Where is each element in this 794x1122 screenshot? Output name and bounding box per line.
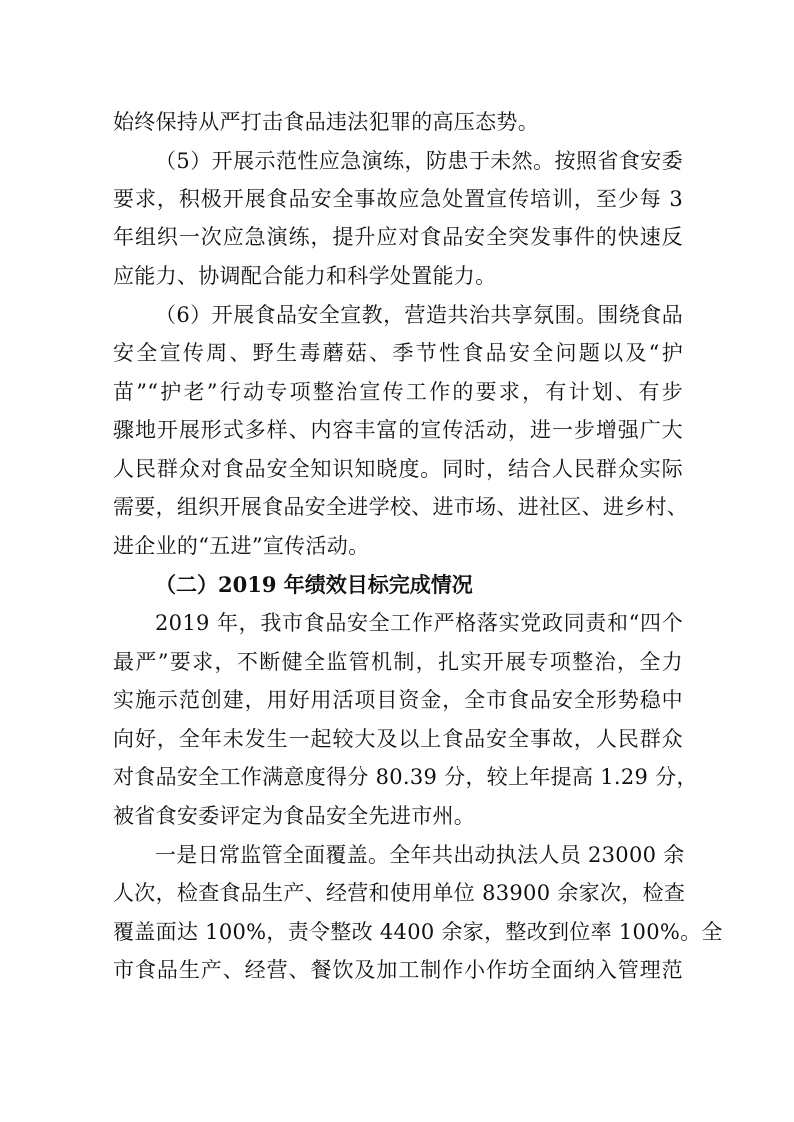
paragraph-line: 始终保持从严打击食品违法犯罪的高压态势。 bbox=[113, 110, 539, 134]
summary-line: 对食品安全工作满意度得分 80.39 分，较上年提高 1.29 分， bbox=[113, 765, 698, 789]
item6-line: 人民群众对食品安全知识知晓度。同时，结合人民群众实际 bbox=[113, 457, 683, 481]
summary-line: 向好，全年未发生一起较大及以上食品安全事故，人民群众 bbox=[113, 727, 683, 751]
item6-line: 进企业的“五进”宣传活动。 bbox=[113, 534, 370, 558]
point1-line: 人次，检查食品生产、经营和使用单位 83900 余家次，检查 bbox=[113, 881, 686, 905]
item6-line: 需要，组织开展食品安全进学校、进市场、进社区、进乡村、 bbox=[113, 495, 689, 519]
point1-line: 市食品生产、经营、餐饮及加工制作小作坊全面纳入管理范 bbox=[113, 958, 683, 982]
item6-line: 骤地开展形式多样、内容丰富的宣传活动，进一步增强广大 bbox=[113, 418, 683, 442]
summary-line: 2019 年，我市食品安全工作严格落实党政同责和“四个 bbox=[155, 611, 683, 635]
point1-line: 覆盖面达 100%，责令整改 4400 余家，整改到位率 100%。全 bbox=[113, 920, 723, 944]
item5-line: 年组织一次应急演练，提升应对食品安全突发事件的快速反 bbox=[113, 225, 683, 249]
item5-line: 要求，积极开展食品安全事故应急处置宣传培训，至少每 3 bbox=[113, 187, 683, 211]
summary-line: 被省食安委评定为食品安全先进市州。 bbox=[113, 804, 476, 828]
summary-line: 最严”要求，不断健全监管机制，扎实开展专项整治，全力 bbox=[113, 650, 683, 674]
point1-line: 一是日常监管全面覆盖。全年共出动执法人员 23000 余 bbox=[155, 843, 685, 867]
item6-line: 安全宣传周、野生毒蘑菇、季节性食品安全问题以及“护 bbox=[113, 341, 683, 365]
item5-line: （5）开展示范性应急演练，防患于未然。按照省食安委 bbox=[155, 149, 683, 173]
section-heading: （二）2019 年绩效目标完成情况 bbox=[155, 572, 473, 597]
item6-line: （6）开展食品安全宣教，营造共治共享氛围。围绕食品 bbox=[155, 303, 683, 327]
summary-line: 实施示范创建，用好用活项目资金，全市食品安全形势稳中 bbox=[113, 688, 683, 712]
item6-line: 苗”“护老”行动专项整治宣传工作的要求，有计划、有步 bbox=[113, 380, 683, 404]
item5-line: 应能力、协调配合能力和科学处置能力。 bbox=[113, 264, 497, 288]
